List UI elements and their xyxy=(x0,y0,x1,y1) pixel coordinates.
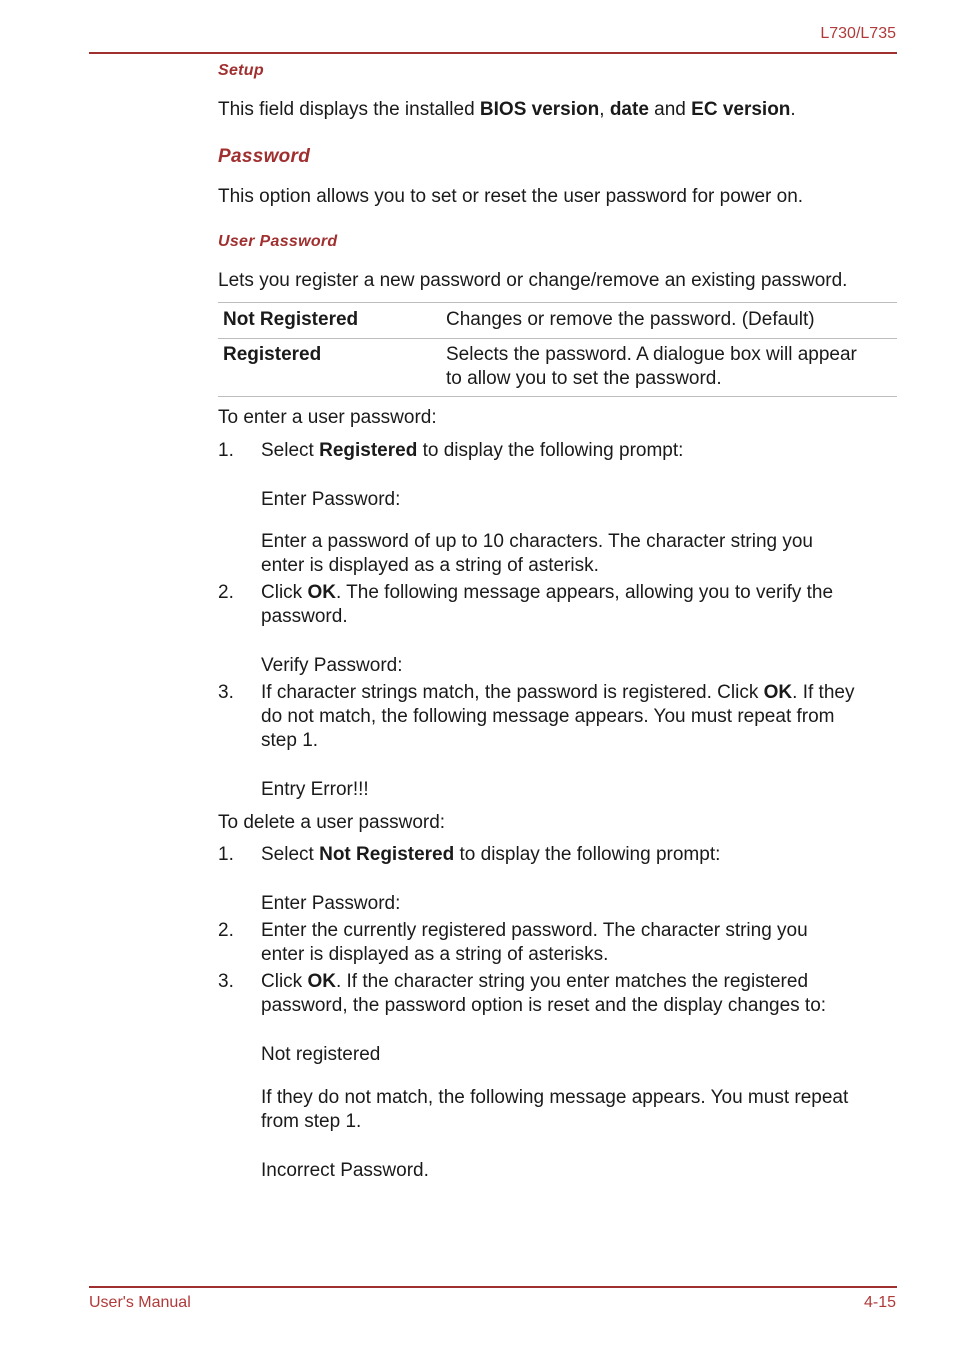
setup-text: This field displays the installed BIOS version, date and EC version. xyxy=(218,99,796,120)
prompt-text: Entry Error!!! xyxy=(261,779,369,800)
table-row xyxy=(218,338,897,397)
password-text: This option allows you to set or reset the user password for power on. xyxy=(218,186,804,207)
footer-rule xyxy=(89,1286,897,1288)
list-number: 3. xyxy=(218,971,234,992)
list-note: Enter a password of up to 10 characters. The character string you enter is displayed as a string of asterisk. xyxy=(261,531,813,576)
options-table xyxy=(218,302,897,397)
prompt-text: Enter Password: xyxy=(261,489,401,510)
user-password-heading: User Password xyxy=(218,233,338,250)
footer-manual-label: User's Manual xyxy=(89,1294,191,1311)
result-text: Not registered xyxy=(261,1044,381,1065)
list-number: 1. xyxy=(218,844,234,865)
list-number: 1. xyxy=(218,440,234,461)
option-name: Registered xyxy=(223,344,322,365)
option-desc: Selects the password. A dialogue box will appear to allow you to set the password. xyxy=(446,344,857,389)
option-desc: Changes or remove the password. (Default) xyxy=(446,309,815,330)
table-row xyxy=(218,302,897,338)
user-password-text: Lets you register a new password or change/remove an existing password. xyxy=(218,270,848,291)
header-rule xyxy=(89,52,897,54)
list-item: If character strings match, the password is registered. Click OK. If they do not match, the following message appears. You must repeat from step 1. xyxy=(261,682,855,751)
list-item: Click OK. The following message appears, allowing you to verify the password. xyxy=(261,582,834,627)
list-item: Select Registered to display the following prompt: xyxy=(261,440,684,461)
prompt-text: Incorrect Password. xyxy=(261,1160,429,1181)
list-number: 2. xyxy=(218,920,234,941)
setup-heading: Setup xyxy=(218,62,264,79)
prompt-text: Enter Password: xyxy=(261,893,401,914)
prompt-text: Verify Password: xyxy=(261,655,403,676)
delete-intro: To delete a user password: xyxy=(218,812,446,833)
list-item: Click OK. If the character string you enter matches the registered password, the password option is reset and the display changes to: xyxy=(261,971,827,1016)
page-number: 4-15 xyxy=(863,1294,896,1311)
list-number: 3. xyxy=(218,682,234,703)
list-note: If they do not match, the following message appears. You must repeat from step 1. xyxy=(261,1087,849,1132)
password-heading: Password xyxy=(218,146,311,167)
list-item: Enter the currently registered password. The character string you enter is displayed as a string of asterisks. xyxy=(261,920,808,965)
list-number: 2. xyxy=(218,582,234,603)
list-item: Select Not Registered to display the following prompt: xyxy=(261,844,721,865)
enter-intro: To enter a user password: xyxy=(218,407,437,428)
header-model: L730/L735 xyxy=(820,25,896,42)
option-name: Not Registered xyxy=(223,309,359,330)
